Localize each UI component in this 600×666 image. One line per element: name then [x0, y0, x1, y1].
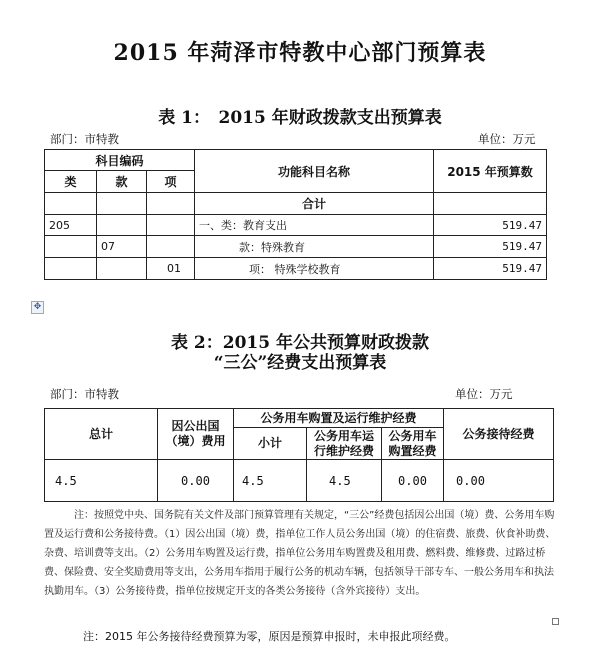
- header-kuan: 款: [97, 171, 147, 193]
- header-abroad: 因公出国（境）费用: [158, 409, 234, 460]
- table2-department: 部门：市特教: [50, 387, 119, 401]
- header-subtotal: 小计: [234, 428, 307, 460]
- header-amount: 2015 年预算数: [434, 150, 547, 193]
- cell-empty: [45, 193, 97, 215]
- cell-amount: 519.47: [434, 215, 547, 236]
- header-vehicle-group: 公务用车购置及运行维护经费: [234, 409, 444, 428]
- cell-xiang: 01: [147, 258, 195, 280]
- cell-vehicle-buy: 0.00: [382, 460, 444, 502]
- cell-name: 款：特殊教育: [195, 236, 434, 258]
- table2-title: [0, 333, 600, 373]
- footnote-reception: 注：2015 年公务接待经费预算为零，原因是预算申报时，未申报此项经费。: [83, 630, 456, 643]
- cell-lei: 205: [45, 215, 97, 236]
- table2-title-line1: 表 2：2015 年公共预算财政拨款: [171, 333, 429, 353]
- total-label: 合计: [195, 193, 434, 215]
- table1-title: 表 1： 2015 年财政拨款支出预算表: [158, 108, 442, 128]
- cell-total: 4.5: [45, 460, 158, 502]
- move-handle-icon[interactable]: ✥: [31, 301, 44, 314]
- table2-unit: 单位：万元: [455, 387, 513, 401]
- header-xiang: 项: [147, 171, 195, 193]
- cell-xiang: [147, 215, 195, 236]
- cell-kuan: 07: [97, 236, 147, 258]
- cell-vehicle-run: 4.5: [307, 460, 382, 502]
- table-row: [45, 258, 547, 280]
- table1: [44, 149, 547, 280]
- header-lei: 类: [45, 171, 97, 193]
- header-code-group: 科目编码: [45, 150, 195, 171]
- table2: [44, 408, 554, 502]
- table-row: [45, 460, 554, 502]
- cell-amount: 519.47: [434, 258, 547, 280]
- cell-empty: [434, 193, 547, 215]
- table1-department: 部门：市特教: [50, 132, 119, 146]
- cell-abroad: 0.00: [158, 460, 234, 502]
- footnote-sangong: 注：按照党中央、国务院有关文件及部门预算管理有关规定，“三公”经费包括因公出国（境）费、公务用车购置及运行费和公务接待费。（1）因公出国（境）费，指单位工作人员公务出国（境）的住宿费、旅费、伙食补助费、杂费、培训费等支出。（2）公务用车购置及运行费，指单位公务用车购置费及租用费、燃料费、维修费、过路过桥费、保险费、安全奖励费用等支出，公务用车指用于履行公务的机动车辆，包括领导干部专车、一般公务用车和执法执勤用车。（3）公务接待费，指单位按规定开支的各类公务接待（含外宾接待）支出。: [44, 510, 556, 597]
- table1-unit: 单位：万元: [478, 132, 536, 146]
- header-reception: 公务接待经费: [444, 409, 554, 460]
- header-name: 功能科目名称: [195, 150, 434, 193]
- header-vehicle-buy: 公务用车购置经费: [382, 428, 444, 460]
- header-total: 总计: [45, 409, 158, 460]
- cell-kuan: [97, 258, 147, 280]
- document-title: 2015 年菏泽市特教中心部门预算表: [113, 40, 487, 66]
- cell-amount: 519.47: [434, 236, 547, 258]
- header-vehicle-run: 公务用车运行维护经费: [307, 428, 382, 460]
- cell-reception: 0.00: [444, 460, 554, 502]
- cell-kuan: [97, 215, 147, 236]
- table2-title-line2: “三公”经费支出预算表: [213, 353, 387, 373]
- table-row: [45, 236, 547, 258]
- paragraph-square-icon: [552, 618, 559, 625]
- cell-lei: [45, 236, 97, 258]
- table-row: [45, 215, 547, 236]
- cell-name: 一、类：教育支出: [195, 215, 434, 236]
- cell-empty: [147, 193, 195, 215]
- cell-lei: [45, 258, 97, 280]
- cell-xiang: [147, 236, 195, 258]
- cell-empty: [97, 193, 147, 215]
- cell-subtotal: 4.5: [234, 460, 307, 502]
- table-row-total: [45, 193, 547, 215]
- cell-name: 项： 特殊学校教育: [195, 258, 434, 280]
